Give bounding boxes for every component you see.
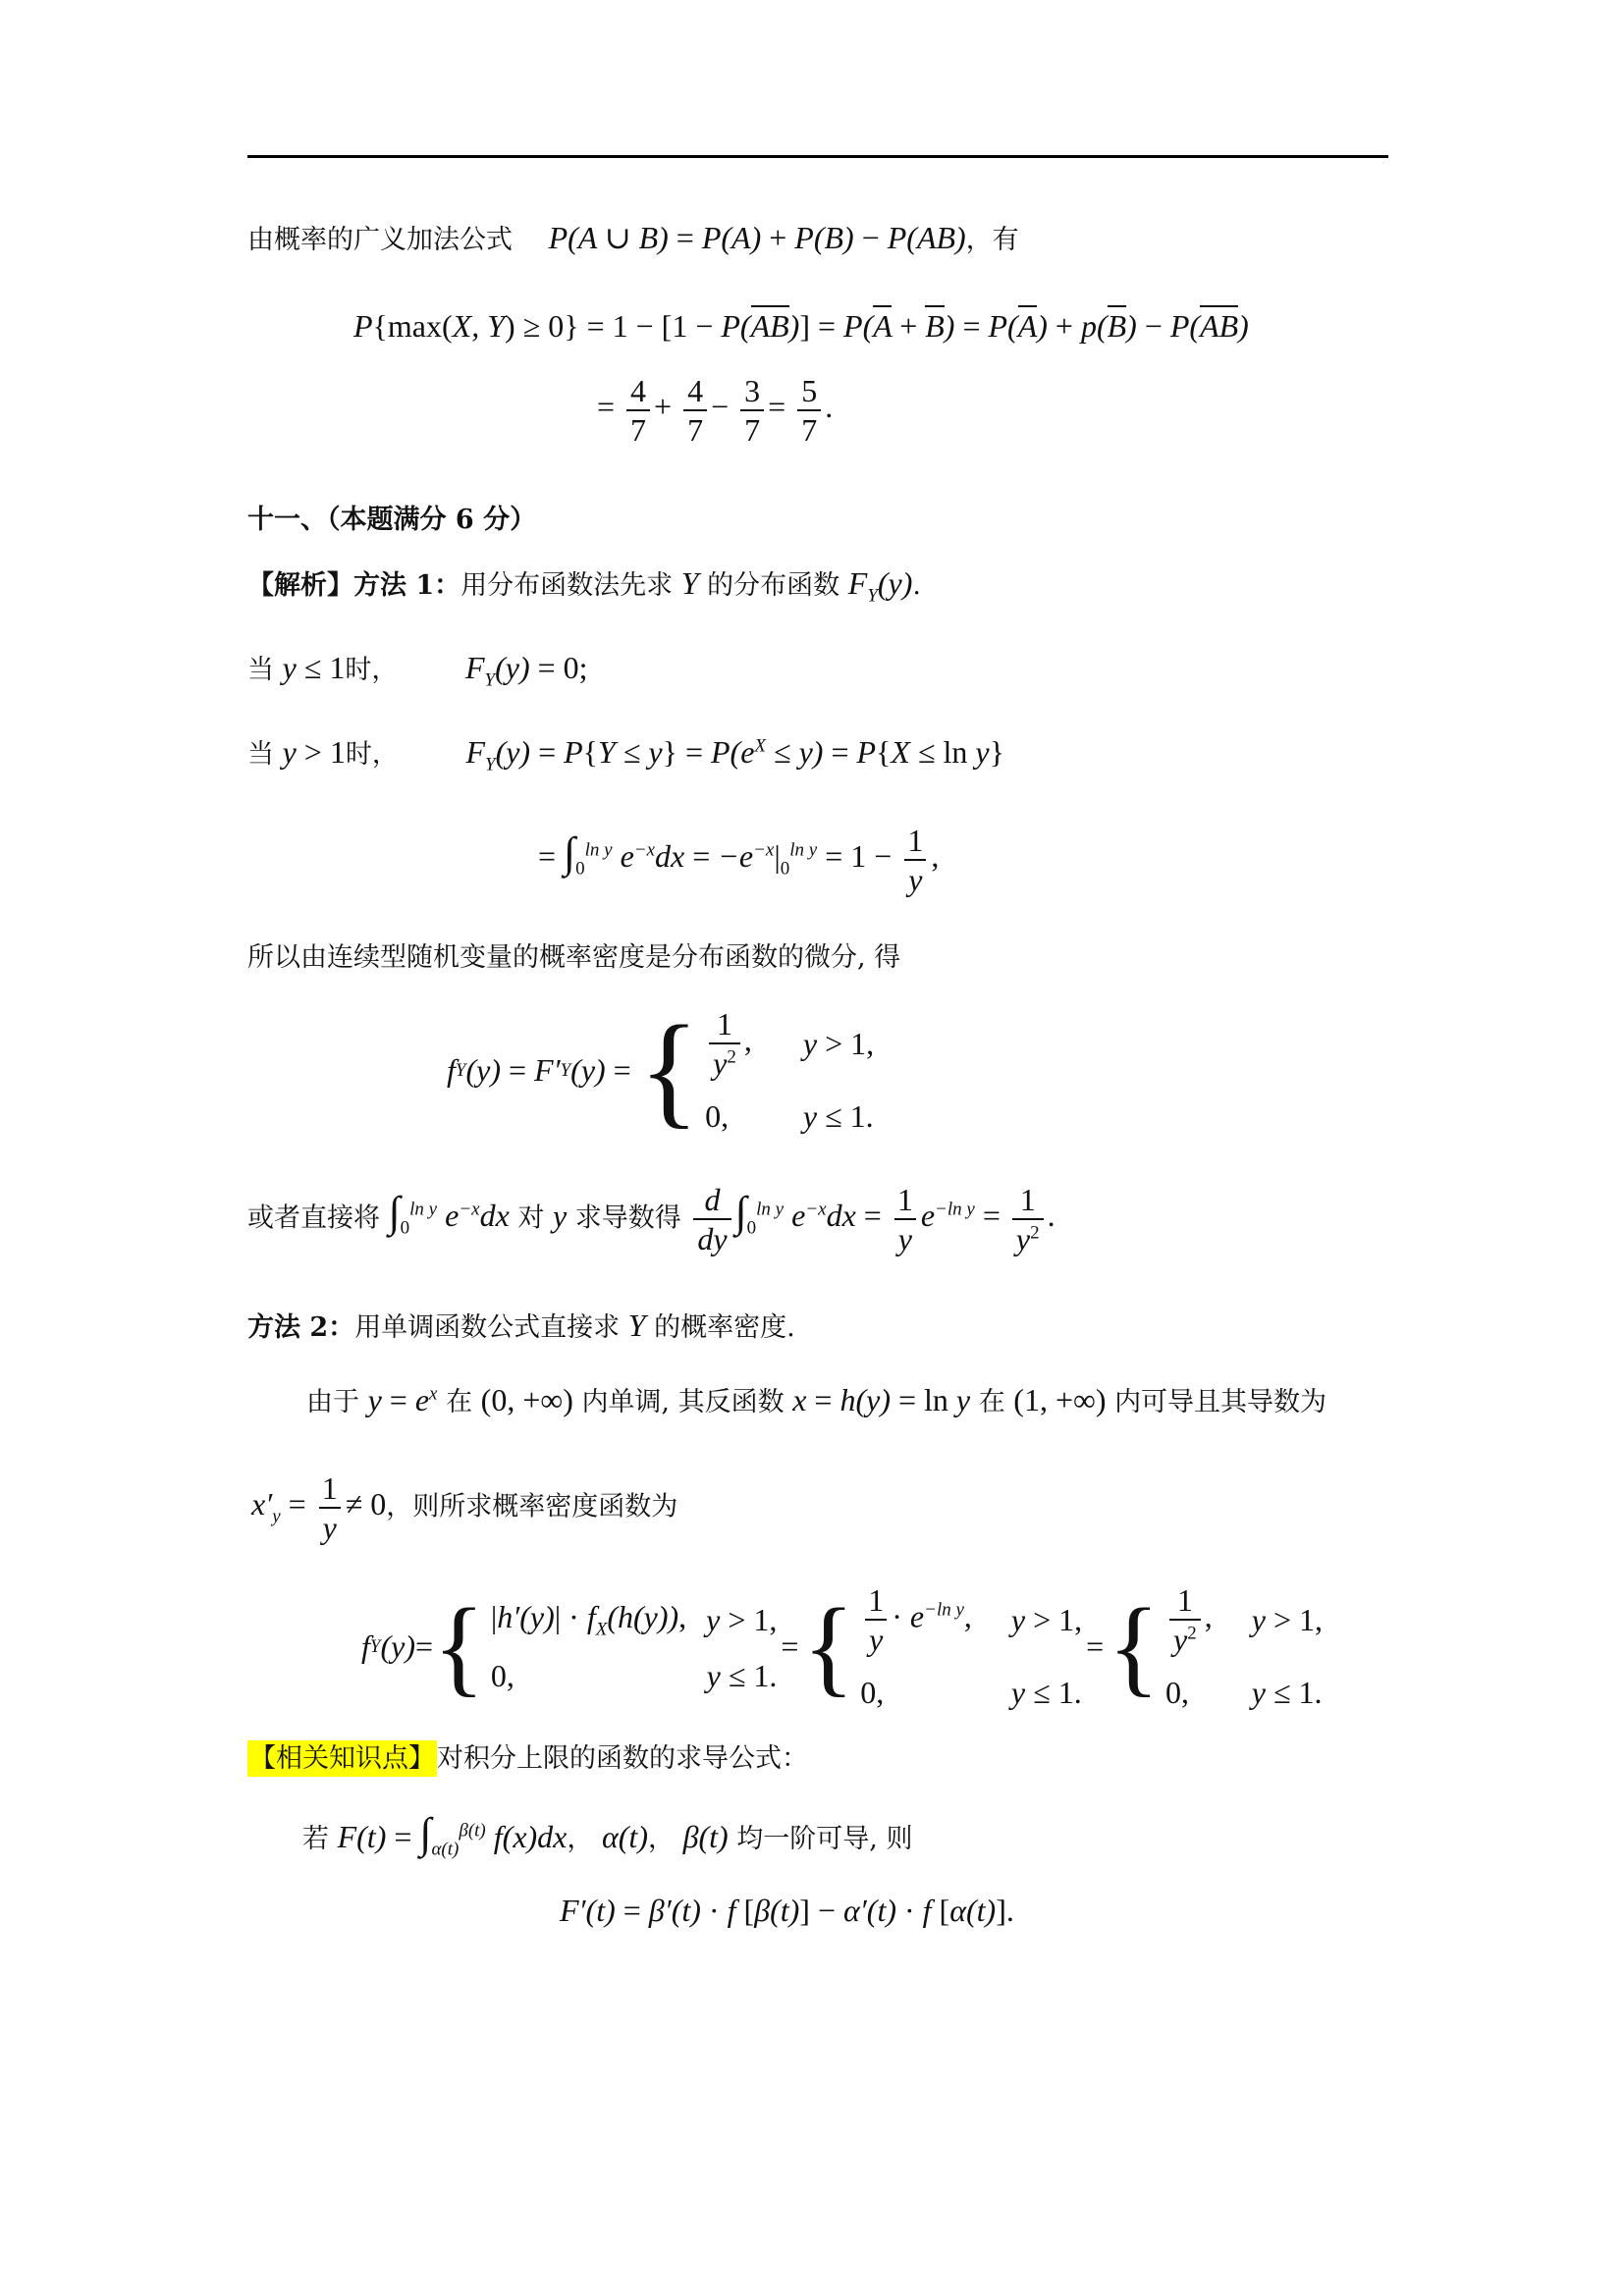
monotone-statement: 由于 $y = e^x$ 在 (0, +∞) 内单调, 其反函数 x = h(y) = ln y 在 (1, +∞) 内可导且其导数为 (306, 1382, 1327, 1417)
pdf-piecewise-2: f Y (y) = { $|h'(y)| \cdot f_X(h(y))$, y > 1, 0, y ≤ 1. = { $\frac{1}{y}$ · $e^{-ln y}$, y > 1, 0, y ≤ 1. = { $\frac{1}{y^2}$ , y > 1, 0, y ≤ 1. (361, 1582, 1323, 1710)
addition-formula-line: 由概率的广义加法公式 P(A ∪ B) = P(A) + P(B) − P(AB)，有 (247, 220, 1019, 255)
integral-evaluation: = $\int_0^{ln y}$ $e^{-x}dx = -e^{-x}|_0^{ln y} = 1$ − $\frac{1}{y}$ , (538, 823, 940, 897)
fraction-result: = $\frac{4}{7}$ + $\frac{4}{7}$ − $\frac{3}{7}$ = $\frac{5}{7}$ . (597, 373, 834, 448)
method1-line: 【解析】方法 1：用分布函数法先求 Y 的分布函数 $F_Y(y)$. (247, 565, 921, 607)
max-probability-equation: P{max(X, Y) ≥ 0} = 1 − [1 − P(AB)] = P(A + B) = P(A) + p(B) − P(AB) (353, 310, 1249, 342)
pdf-piecewise-1: f Y (y) = F′ Y (y) = { $\frac{1}{y^2}$ , y > 1, 0, y ≤ 1. (447, 1000, 875, 1140)
inverse-derivative-line: $x'_y$ = $\frac{1}{y}$ ≠ 0，则所求概率密度函数为 (251, 1470, 678, 1545)
knowledge-point-line: 【相关知识点】对积分上限的函数的求导公式： (247, 1745, 808, 1772)
case-y-le-1: 当 y ≤ 1时， $F_Y(y) = 0$; (247, 650, 588, 691)
leibniz-formula: F′(t) = β′(t) · f [β(t)] − α′(t) · f [α(t)]. (560, 1893, 1014, 1928)
method2-line: 方法 2：用单调函数公式直接求 Y 的概率密度. (247, 1308, 795, 1343)
knowledge-point-label: 【相关知识点】 (247, 1740, 437, 1777)
header-rule (247, 155, 1388, 158)
case-y-gt-1: 当 y > 1时， $F_Y(y) = P\{Y \le y\} = P(e^X \le y) = P\{X \le \ln y\}$ (247, 734, 1004, 775)
rule-statement: 若 $F(t) = \int_{\alpha(t)}^{\beta(t)}$ f(x)dx， α(t)， β(t) 均一阶可导, 则 (302, 1809, 913, 1860)
direct-derivative-line: 或者直接将 $\int_0^{ln y}$ $e^{-x}dx$ 对 y 求导数得 $\frac{d}{dy}$ $\int_0^{ln y}$ $e^{-x}dx$ = $\frac{1}{y}$ $e^{-ln y}$ = $\frac{1}{y^2}$ . (247, 1182, 1056, 1256)
conclusion-text: 所以由连续型随机变量的概率密度是分布函数的微分, 得 (247, 942, 901, 973)
section-heading: 十一、（本题满分 6 分） (247, 505, 537, 535)
